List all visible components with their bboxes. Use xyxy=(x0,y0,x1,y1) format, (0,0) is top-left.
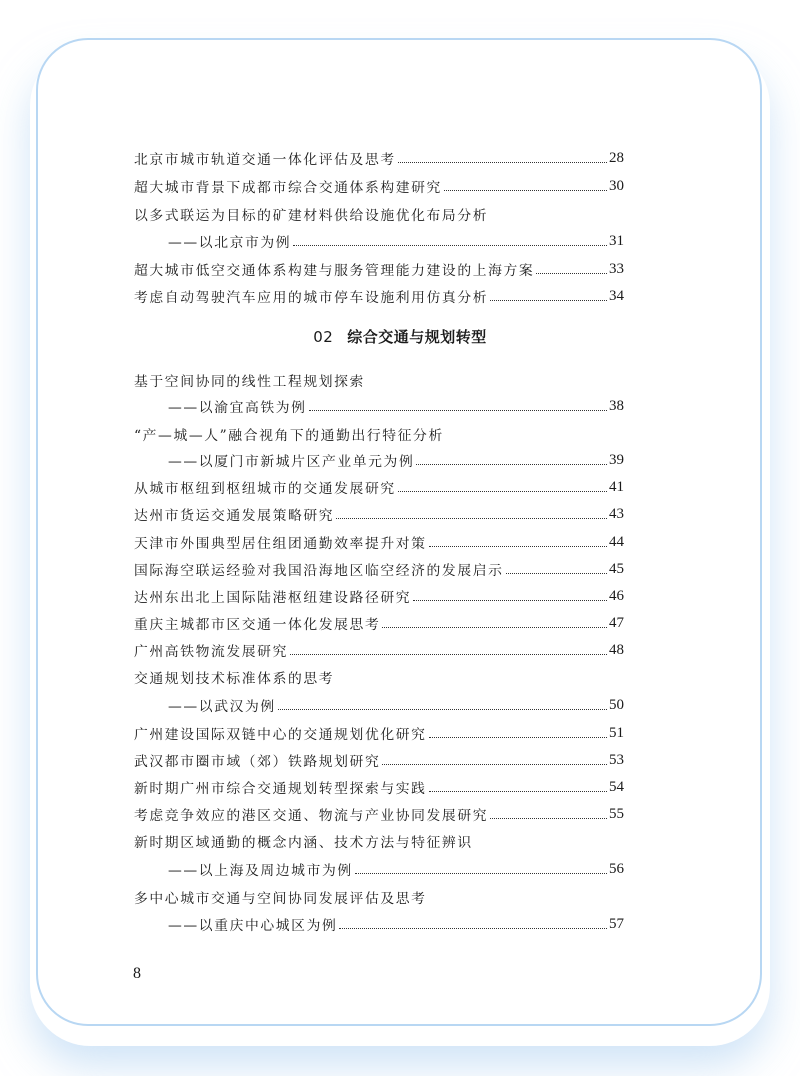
toc-entry-title: ——以渝宜高铁为例 xyxy=(168,400,307,416)
toc-entry-title: 广州高铁物流发展研究 xyxy=(134,644,288,660)
toc-entry[interactable] xyxy=(134,145,624,171)
dot-leader xyxy=(429,791,607,792)
toc-entry-title: 达州东出北上国际陆港枢纽建设路径研究 xyxy=(134,590,412,606)
toc-entry[interactable] xyxy=(134,283,624,309)
toc-entry-page: 34 xyxy=(609,287,624,304)
toc-entry-title: ——以武汉为例 xyxy=(168,699,276,715)
dot-leader xyxy=(339,928,607,929)
toc-entry-subtitle[interactable] xyxy=(168,692,624,718)
toc-entry-title: 超大城市背景下成都市综合交通体系构建研究 xyxy=(134,180,442,196)
toc-entry-title: “产—城—人”融合视角下的通勤出行特征分析 xyxy=(134,428,444,444)
dot-leader xyxy=(490,818,607,819)
toc-entry-subtitle[interactable] xyxy=(168,228,624,254)
toc-entry-page: 56 xyxy=(609,860,624,877)
toc-entry-title: 考虑竞争效应的港区交通、物流与产业协同发展研究 xyxy=(134,808,489,824)
toc-entry-page: 41 xyxy=(609,478,624,495)
dot-leader xyxy=(382,764,607,765)
dot-leader xyxy=(355,873,607,874)
toc-entry-title: 北京市城市轨道交通一体化评估及思考 xyxy=(134,152,396,168)
toc-entry-page: 38 xyxy=(609,397,624,414)
toc-entry-page: 43 xyxy=(609,505,624,522)
toc-entry-title: 基于空间协同的线性工程规划探索 xyxy=(134,374,365,390)
dot-leader xyxy=(309,410,607,411)
toc-entry-page: 44 xyxy=(609,533,624,550)
toc-entry[interactable] xyxy=(134,556,624,582)
toc-entry-title: 以多式联运为目标的矿建材料供给设施优化布局分析 xyxy=(134,208,489,224)
toc-entry-title: 重庆主城都市区交通一体化发展思考 xyxy=(134,617,381,633)
toc-entry-subtitle[interactable] xyxy=(168,447,624,473)
toc-entry-page: 45 xyxy=(609,560,624,577)
toc-entry-title: ——以北京市为例 xyxy=(168,235,292,251)
toc-entry-title: 广州建设国际双链中心的交通规划优化研究 xyxy=(134,727,427,743)
toc-entry-page: 33 xyxy=(609,260,624,277)
dot-leader xyxy=(413,600,607,601)
toc-entry-page: 46 xyxy=(609,587,624,604)
dot-leader xyxy=(382,627,607,628)
toc-entry-title: 新时期广州市综合交通规划转型探索与实践 xyxy=(134,781,427,797)
toc-entry[interactable] xyxy=(134,720,624,746)
toc-entry[interactable] xyxy=(134,747,624,773)
dot-leader xyxy=(278,709,607,710)
toc-entry-title: 考虑自动驾驶汽车应用的城市停车设施利用仿真分析 xyxy=(134,290,489,306)
toc-entry-heading[interactable] xyxy=(134,421,624,447)
toc-entry[interactable] xyxy=(134,774,624,800)
toc-entry-title: ——以厦门市新城片区产业单元为例 xyxy=(168,454,415,470)
toc-entry[interactable] xyxy=(134,637,624,663)
toc-entry-heading[interactable] xyxy=(134,201,624,227)
toc-entry[interactable] xyxy=(134,801,624,827)
section-title: 综合交通与规划转型 xyxy=(347,328,487,346)
dot-leader xyxy=(293,245,607,246)
toc-entry-page: 48 xyxy=(609,641,624,658)
toc-entry-page: 28 xyxy=(609,149,624,166)
section-number: 02 xyxy=(313,328,334,346)
toc-entry-title: 国际海空联运经验对我国沿海地区临空经济的发展启示 xyxy=(134,563,504,579)
toc-entry-title: 从城市枢纽到枢纽城市的交通发展研究 xyxy=(134,481,396,497)
toc-entry[interactable] xyxy=(134,501,624,527)
dot-leader xyxy=(506,573,607,574)
toc-entry[interactable] xyxy=(134,474,624,500)
toc-entry-title: 新时期区域通勤的概念内涵、技术方法与特征辨识 xyxy=(134,835,473,851)
dot-leader xyxy=(398,491,607,492)
toc-entry[interactable] xyxy=(134,256,624,282)
toc-entry-heading[interactable] xyxy=(134,664,624,690)
toc-entry-page: 31 xyxy=(609,232,624,249)
toc-entry[interactable] xyxy=(134,610,624,636)
toc-entry-title: 天津市外围典型居住组团通勤效率提升对策 xyxy=(134,536,427,552)
dot-leader xyxy=(444,190,607,191)
toc-entry-subtitle[interactable] xyxy=(168,911,624,937)
toc-entry-title: 达州市货运交通发展策略研究 xyxy=(134,508,335,524)
toc-entry[interactable] xyxy=(134,529,624,555)
toc-entry-heading[interactable] xyxy=(134,828,624,854)
toc-entry-page: 50 xyxy=(609,696,624,713)
toc-entry-page: 55 xyxy=(609,805,624,822)
toc-entry-subtitle[interactable] xyxy=(168,393,624,419)
toc-entry-title: ——以重庆中心城区为例 xyxy=(168,918,338,934)
dot-leader xyxy=(290,654,607,655)
toc-entry-page: 39 xyxy=(609,451,624,468)
dot-leader xyxy=(336,518,607,519)
toc-entry-page: 47 xyxy=(609,614,624,631)
toc-entry-title: 多中心城市交通与空间协同发展评估及思考 xyxy=(134,891,427,907)
toc-entry[interactable] xyxy=(134,173,624,199)
section-heading xyxy=(0,326,800,352)
toc-entry-page: 57 xyxy=(609,915,624,932)
toc-entry-heading[interactable] xyxy=(134,884,624,910)
toc-entry-page: 51 xyxy=(609,724,624,741)
dot-leader xyxy=(429,546,607,547)
toc-entry-page: 54 xyxy=(609,778,624,795)
toc-entry-title: 交通规划技术标准体系的思考 xyxy=(134,671,335,687)
toc-entry-page: 53 xyxy=(609,751,624,768)
toc-entry[interactable] xyxy=(134,583,624,609)
dot-leader xyxy=(398,162,607,163)
dot-leader xyxy=(490,300,607,301)
toc-entry-title: ——以上海及周边城市为例 xyxy=(168,863,353,879)
dot-leader xyxy=(416,464,607,465)
toc-entry-title: 武汉都市圈市域（郊）铁路规划研究 xyxy=(134,754,381,770)
toc-entry-subtitle[interactable] xyxy=(168,856,624,882)
page-number: 8 xyxy=(133,965,141,982)
dot-leader xyxy=(536,273,607,274)
toc-entry-title: 超大城市低空交通体系构建与服务管理能力建设的上海方案 xyxy=(134,263,535,279)
dot-leader xyxy=(429,737,607,738)
toc-entry-page: 30 xyxy=(609,177,624,194)
toc-entry-heading[interactable] xyxy=(134,367,624,393)
